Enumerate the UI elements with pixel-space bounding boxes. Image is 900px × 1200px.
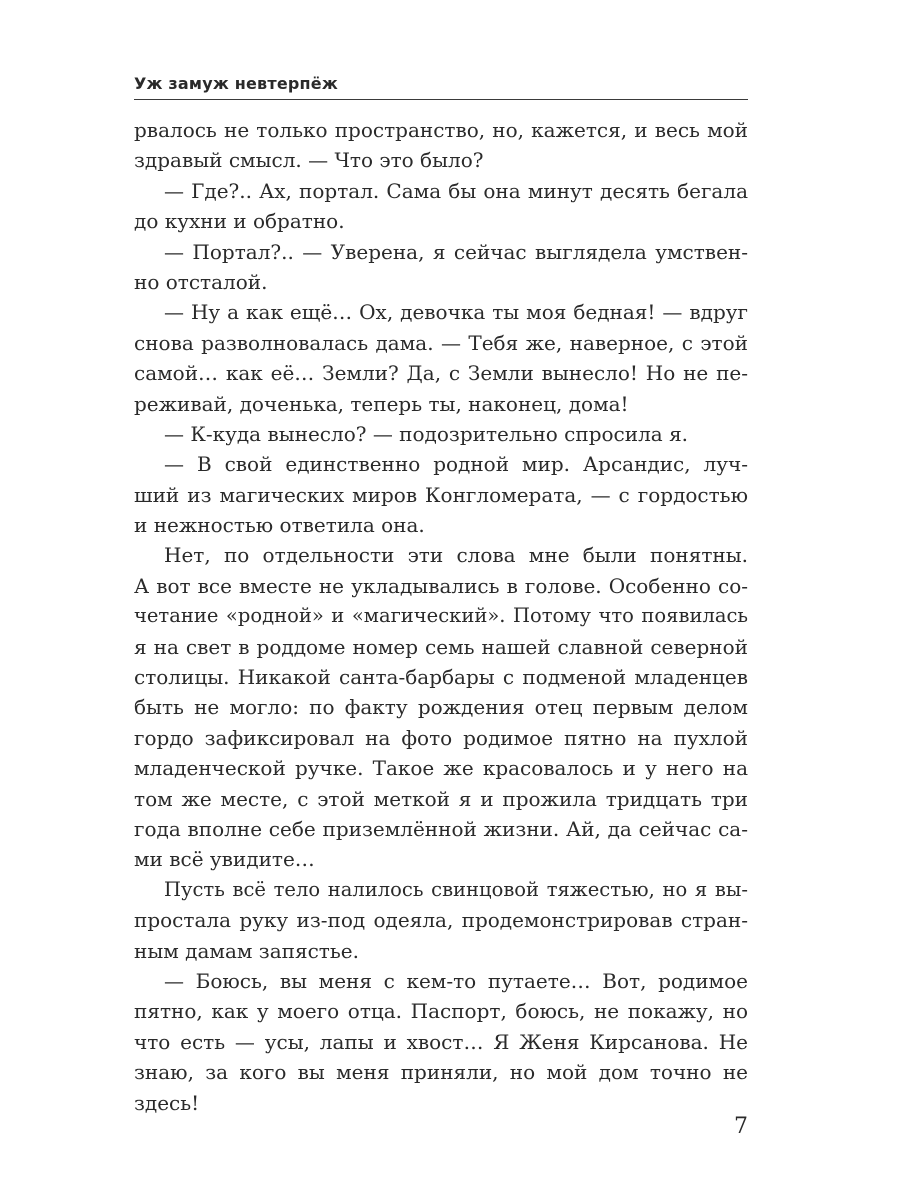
text-line: самой… как её… Земли? Да, с Земли вынесло! Но не пе-: [134, 361, 748, 386]
text-line: быть не могло: по факту рождения отец первым делом: [134, 695, 748, 720]
text-line: и нежностью ответила она.: [134, 513, 425, 538]
page-number: 7: [734, 1114, 748, 1139]
text-line: младенческой ручке. Такое же красовалось и у него на: [134, 756, 748, 781]
text-line: — В свой единственно родной мир. Арсандис, луч-: [164, 452, 748, 477]
text-line: ший из магических миров Конгломерата, — с гордостью: [134, 482, 748, 507]
text-line: ми всё увидите…: [134, 847, 315, 872]
text-line: здесь!: [134, 1090, 200, 1115]
body-text: [134, 115, 748, 1118]
text-line: Пусть всё тело налилось свинцовой тяжестью, но я вы-: [164, 877, 748, 901]
text-line: Нет, по отдельности эти слова мне были понятны.: [164, 543, 748, 568]
text-line: А вот все вместе не укладывались в голове. Особенно со-: [134, 573, 748, 598]
text-line: — Боюсь, вы меня с кем-то путаете… Вот, родимое: [164, 968, 748, 993]
text-line: до кухни и обратно.: [134, 209, 345, 234]
text-line: том же месте, с этой меткой я и прожила тридцать три: [134, 786, 748, 811]
text-line: снова разволновалась дама. — Тебя же, наверное, с этой: [134, 330, 748, 355]
text-line: что есть — усы, лапы и хвост… Я Женя Кирсанова. Не: [134, 1029, 748, 1054]
text-line: пятно, как у моего отца. Паспорт, боюсь, не покажу, но: [134, 999, 748, 1024]
text-line: — Ну а как ещё… Ох, девочка ты моя бедная! — вдруг: [164, 300, 748, 325]
text-line: я на свет в роддоме номер семь нашей славной северной: [134, 634, 748, 659]
text-line: здравый смысл. — Что это было?: [134, 148, 484, 173]
text-line: четание «родной» и «магический». Потому что появилась: [134, 604, 748, 628]
text-line: столицы. Никакой санта-барбары с подменой младенцев: [134, 665, 748, 690]
text-line: — Где?.. Ах, портал. Сама бы она минут десять бегала: [164, 178, 748, 203]
text-line: рвалось не только пространство, но, кажется, и весь мой: [134, 118, 748, 142]
text-line: гордо зафиксировал на фото родимое пятно на пухлой: [134, 725, 748, 750]
text-line: ным дамам запястье.: [134, 938, 359, 963]
text-line: но отсталой.: [134, 269, 268, 294]
text-line: — Портал?.. — Уверена, я сейчас выглядела умствен-: [164, 239, 748, 264]
text-line: реживай, доченька, теперь ты, наконец, дома!: [134, 391, 629, 416]
text-line: знаю, за кого вы меня приняли, но мой дом точно не: [134, 1060, 748, 1085]
header-rule: [134, 99, 748, 100]
text-line: года вполне себе приземлённой жизни. Ай, да сейчас са-: [134, 816, 748, 841]
text-line: простала руку из-под одеяла, продемонстрировав стран-: [134, 908, 748, 933]
running-header-title: Уж замуж невтерпёж: [134, 74, 338, 93]
text-line: — К-куда вынесло? — подозрительно спросила я.: [164, 421, 689, 446]
